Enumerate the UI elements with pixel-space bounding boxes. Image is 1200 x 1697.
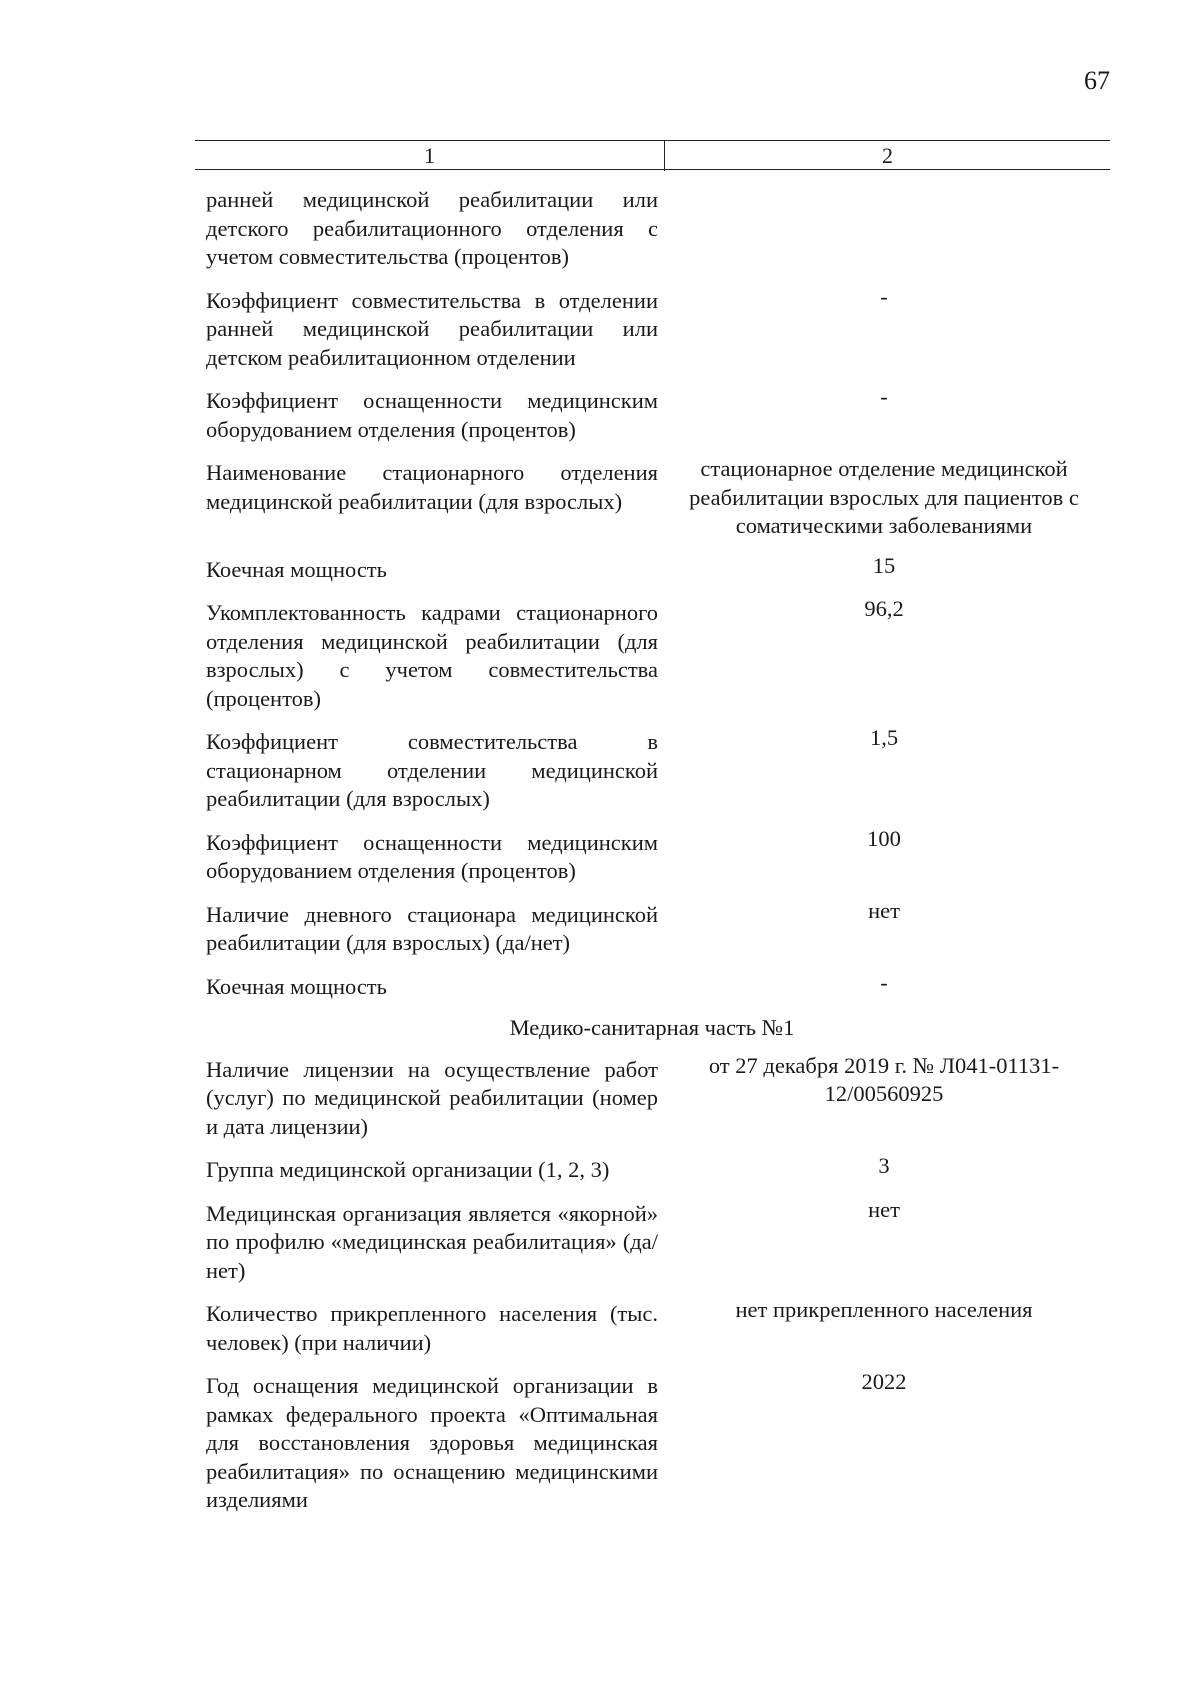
table-row [206, 897, 1110, 958]
row-label: Коэффициент оснащенности медицинским оборудованием отделения (процентов) [206, 388, 658, 442]
row-value: - [880, 283, 888, 309]
row-value: стационарное отделение медицинской реабилитации взрослых для пациентов с соматическими заболеваниями [689, 456, 1079, 538]
table-body [206, 186, 1110, 1530]
table-row [206, 825, 1110, 886]
row-value: нет [868, 897, 900, 923]
row-label: Коечная мощность [206, 973, 387, 999]
table-row [206, 1153, 1110, 1185]
row-label: Количество прикрепленного населения (тыс. человек) (при наличии) [206, 1301, 658, 1355]
row-label: Коэффициент совместительства в отделении ранней медицинской реабилитации или детском реабилитационном отделении [206, 287, 658, 370]
header-column-1: 1 [424, 143, 435, 168]
row-label: Медицинская организация является «якорной» по профилю «медицинская реабилитация» (да/нет) [206, 1200, 658, 1283]
row-label: Коечная мощность [206, 556, 387, 582]
header-bottom-rule [195, 169, 1110, 170]
row-value: 3 [878, 1153, 890, 1178]
row-value: 100 [867, 825, 901, 851]
row-value: нет [868, 1196, 900, 1222]
row-value: 96,2 [864, 596, 904, 621]
header-top-rule [195, 140, 1110, 141]
table-row [206, 552, 1110, 585]
section-title: Медико-санитарная часть №1 [509, 1015, 795, 1040]
table-row [206, 1297, 1110, 1357]
row-label: ранней медицинской реабилитации или детского реабилитационного отделения с учетом совместительства (процентов) [206, 187, 658, 269]
row-value: 1,5 [869, 725, 899, 750]
table-row [206, 1052, 1110, 1142]
table-row [206, 725, 1110, 814]
row-label: Коэффициент оснащенности медицинским оборудованием отделения (процентов) [206, 829, 658, 883]
row-value: нет прикрепленного населения [735, 1297, 1033, 1322]
row-value: - [880, 384, 888, 409]
table-row [206, 1369, 1110, 1515]
row-label: Наличие лицензии на осуществление работ (услуг) по медицинской реабилитации (номер и дата лицензии) [206, 1056, 658, 1139]
row-value [658, 182, 1110, 272]
header-column-2: 2 [882, 143, 893, 168]
row-value: - [880, 969, 888, 995]
row-label: Укомплектованность кадрами стационарного отделения медицинской реабилитации (для взрослых) с учетом совместительства (процентов) [206, 600, 658, 711]
row-value: 2022 [861, 1369, 907, 1394]
table-header [195, 140, 1110, 172]
table-row [206, 1196, 1110, 1286]
table-row [206, 456, 1110, 541]
row-label: Группа медицинской организации (1, 2, 3) [206, 1157, 610, 1182]
table-row [206, 283, 1110, 373]
table-row [206, 596, 1110, 713]
table-row [206, 384, 1110, 444]
row-label: Наименование стационарного отделения медицинской реабилитации (для взрослых) [206, 460, 658, 514]
row-label: Наличие дневного стационара медицинской реабилитации (для взрослых) (да/нет) [206, 901, 658, 955]
row-label: Коэффициент совместительства в стационарном отделении медицинской реабилитации (для взрослых) [206, 729, 658, 811]
row-label: Год оснащения медицинской организации в рамках федерального проекта «Оптимальная для восстановления здоровья медицинская реабилитация» по оснащению медицинскими изделиями [206, 1373, 658, 1512]
row-value: от 27 декабря 2019 г. № Л041-01131-12/00560925 [708, 1052, 1060, 1106]
table-row [206, 969, 1110, 1002]
table-row [206, 186, 1110, 272]
page-number: 67 [1084, 66, 1110, 95]
row-value: 15 [872, 552, 896, 578]
